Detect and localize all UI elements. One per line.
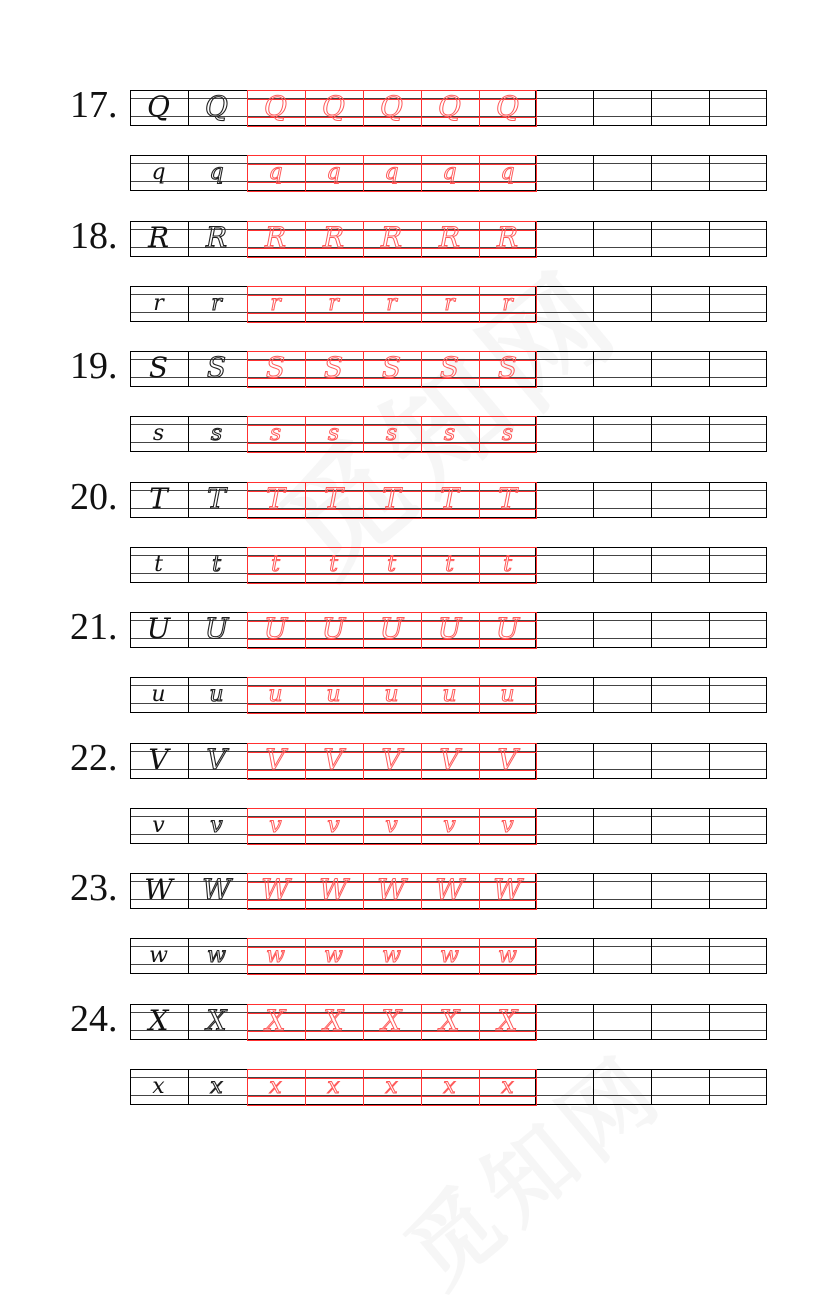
tracing-letter: q — [384, 160, 399, 185]
stroke-guide-letter: v — [210, 813, 223, 838]
tracing-letter: v — [269, 813, 282, 838]
tracing-letter: T — [266, 482, 285, 515]
tracing-letter: X — [381, 1004, 402, 1037]
lowercase-practice-row — [130, 938, 767, 974]
tracing-letter: U — [437, 612, 462, 645]
cell-divider — [593, 938, 594, 973]
cell-divider — [766, 873, 767, 908]
tracing-letter: W — [493, 873, 522, 906]
tracing-letter: V — [439, 743, 460, 776]
cell-divider — [593, 612, 594, 647]
model-letter: x — [152, 1074, 165, 1099]
model-letter: q — [151, 160, 166, 185]
cell-divider — [593, 416, 594, 451]
tracing-letter: s — [269, 421, 282, 446]
cell-divider — [766, 1004, 767, 1039]
tracing-letter: R — [264, 221, 287, 254]
tracing-letter: x — [269, 1074, 282, 1099]
cell-divider — [593, 155, 594, 190]
tracing-letter: Q — [380, 90, 403, 123]
exercise-number: 18. — [70, 215, 118, 257]
stroke-guide-letter: W — [202, 873, 231, 906]
uppercase-practice-row — [130, 221, 767, 257]
stroke-guide-letter: w — [207, 943, 226, 968]
model-letter: u — [151, 682, 166, 707]
tracing-letter: W — [435, 873, 464, 906]
tracing-letter: x — [443, 1074, 456, 1099]
tracing-letter: R — [322, 221, 345, 254]
tracing-letter: q — [326, 160, 341, 185]
cell-divider — [651, 547, 652, 582]
tracing-letter: s — [385, 421, 398, 446]
tracing-letter: w — [498, 943, 517, 968]
model-letter: S — [148, 351, 169, 384]
exercise-number: 17. — [70, 84, 118, 126]
cell-divider — [593, 1004, 594, 1039]
tracing-letter: T — [440, 482, 459, 515]
tracing-letter: V — [497, 743, 518, 776]
tracing-letter: w — [440, 943, 459, 968]
tracing-letter: x — [385, 1074, 398, 1099]
tracing-letter: v — [327, 813, 340, 838]
tracing-letter: U — [321, 612, 346, 645]
uppercase-practice-row — [130, 612, 767, 648]
tracing-letter: w — [382, 943, 401, 968]
exercise-number: 19. — [70, 345, 118, 387]
cell-divider — [709, 1004, 710, 1039]
exercise-number: 20. — [70, 476, 118, 518]
cell-divider — [766, 90, 767, 125]
stroke-guide-letter: Q — [205, 90, 228, 123]
tracing-letter: S — [439, 351, 460, 384]
cell-divider — [593, 547, 594, 582]
cell-divider — [651, 155, 652, 190]
cell-divider — [709, 482, 710, 517]
tracing-letter: r — [386, 291, 397, 316]
tracing-letter: T — [324, 482, 343, 515]
cell-divider — [766, 677, 767, 712]
tracing-letter: s — [501, 421, 514, 446]
cell-divider — [651, 677, 652, 712]
tracing-letter: t — [271, 552, 280, 577]
stroke-guide-letter: S — [206, 351, 227, 384]
stroke-guide-letter: u — [209, 682, 224, 707]
stroke-guide-letter: U — [204, 612, 229, 645]
model-letter: r — [153, 291, 164, 316]
model-letter: v — [152, 813, 165, 838]
tracing-letter: V — [381, 743, 402, 776]
exercise-number: 21. — [70, 606, 118, 648]
tracing-letter: q — [442, 160, 457, 185]
cell-divider — [709, 743, 710, 778]
tracing-letter: R — [380, 221, 403, 254]
tracing-letter: X — [497, 1004, 518, 1037]
exercise-number: 24. — [70, 998, 118, 1040]
tracing-letter: u — [500, 682, 515, 707]
stroke-guide-letter: t — [212, 552, 221, 577]
cell-divider — [593, 351, 594, 386]
tracing-letter: t — [445, 552, 454, 577]
lowercase-practice-row — [130, 808, 767, 844]
tracing-letter: V — [323, 743, 344, 776]
tracing-letter: u — [442, 682, 457, 707]
lowercase-practice-row — [130, 677, 767, 713]
tracing-letter: S — [323, 351, 344, 384]
tracing-letter: Q — [438, 90, 461, 123]
stroke-guide-letter: q — [209, 160, 224, 185]
tracing-letter: r — [270, 291, 281, 316]
cell-divider — [766, 351, 767, 386]
tracing-letter: s — [443, 421, 456, 446]
cell-divider — [709, 938, 710, 973]
tracing-letter: X — [265, 1004, 286, 1037]
tracing-letter: S — [497, 351, 518, 384]
model-letter: t — [154, 552, 163, 577]
tracing-letter: u — [268, 682, 283, 707]
cell-divider — [709, 873, 710, 908]
tracing-letter: Q — [264, 90, 287, 123]
cell-divider — [709, 612, 710, 647]
model-letter: w — [149, 943, 168, 968]
tracing-letter: S — [381, 351, 402, 384]
stroke-guide-letter: X — [206, 1004, 227, 1037]
cell-divider — [593, 1069, 594, 1104]
tracing-letter: X — [323, 1004, 344, 1037]
cell-divider — [709, 286, 710, 321]
exercise-number: 22. — [70, 737, 118, 779]
cell-divider — [593, 808, 594, 843]
tracing-letter: t — [329, 552, 338, 577]
tracing-letter: w — [266, 943, 285, 968]
cell-divider — [593, 873, 594, 908]
uppercase-practice-row — [130, 351, 767, 387]
cell-divider — [651, 416, 652, 451]
cell-divider — [766, 547, 767, 582]
uppercase-practice-row — [130, 90, 767, 126]
cell-divider — [766, 612, 767, 647]
cell-divider — [651, 743, 652, 778]
tracing-letter: S — [265, 351, 286, 384]
tracing-letter: V — [265, 743, 286, 776]
tracing-letter: v — [443, 813, 456, 838]
cell-divider — [593, 677, 594, 712]
lowercase-practice-row — [130, 1069, 767, 1105]
tracing-letter: r — [328, 291, 339, 316]
model-letter: W — [144, 873, 173, 906]
tracing-letter: T — [498, 482, 517, 515]
tracing-letter: x — [501, 1074, 514, 1099]
exercise-number: 23. — [70, 867, 118, 909]
lowercase-practice-row — [130, 547, 767, 583]
cell-divider — [709, 351, 710, 386]
tracing-letter: U — [379, 612, 404, 645]
cell-divider — [593, 221, 594, 256]
cell-divider — [709, 416, 710, 451]
tracing-letter: X — [439, 1004, 460, 1037]
cell-divider — [766, 1069, 767, 1104]
model-letter: Q — [147, 90, 170, 123]
cell-divider — [766, 286, 767, 321]
model-letter: V — [148, 743, 169, 776]
uppercase-practice-row — [130, 743, 767, 779]
watermark — [373, 1019, 686, 1311]
model-letter: U — [146, 612, 171, 645]
tracing-letter: W — [261, 873, 290, 906]
model-letter: T — [149, 482, 168, 515]
cell-divider — [651, 1069, 652, 1104]
cell-divider — [651, 808, 652, 843]
tracing-letter: q — [500, 160, 515, 185]
cell-divider — [651, 221, 652, 256]
cell-divider — [766, 938, 767, 973]
tracing-letter: t — [387, 552, 396, 577]
tracing-letter: W — [319, 873, 348, 906]
cell-divider — [709, 547, 710, 582]
cell-divider — [651, 351, 652, 386]
tracing-letter: U — [495, 612, 520, 645]
tracing-letter: v — [385, 813, 398, 838]
model-letter: R — [147, 221, 170, 254]
cell-divider — [651, 873, 652, 908]
cell-divider — [651, 90, 652, 125]
tracing-letter: W — [377, 873, 406, 906]
model-letter: s — [152, 421, 165, 446]
lowercase-practice-row — [130, 286, 767, 322]
tracing-letter: R — [438, 221, 461, 254]
stroke-guide-letter: T — [207, 482, 226, 515]
cell-divider — [709, 1069, 710, 1104]
cell-divider — [593, 482, 594, 517]
tracing-letter: t — [503, 552, 512, 577]
cell-divider — [766, 416, 767, 451]
cell-divider — [651, 612, 652, 647]
stroke-guide-letter: R — [205, 221, 228, 254]
tracing-letter: R — [496, 221, 519, 254]
cell-divider — [709, 677, 710, 712]
cell-divider — [593, 286, 594, 321]
tracing-letter: u — [326, 682, 341, 707]
cell-divider — [766, 221, 767, 256]
tracing-letter: Q — [322, 90, 345, 123]
stroke-guide-letter: V — [206, 743, 227, 776]
tracing-letter: s — [327, 421, 340, 446]
lowercase-practice-row — [130, 416, 767, 452]
tracing-letter: r — [444, 291, 455, 316]
cell-divider — [766, 808, 767, 843]
tracing-letter: x — [327, 1074, 340, 1099]
cell-divider — [709, 90, 710, 125]
stroke-guide-letter: s — [210, 421, 223, 446]
tracing-letter: q — [268, 160, 283, 185]
uppercase-practice-row — [130, 1004, 767, 1040]
cell-divider — [593, 743, 594, 778]
cell-divider — [709, 155, 710, 190]
cell-divider — [651, 286, 652, 321]
stroke-guide-letter: x — [210, 1074, 223, 1099]
cell-divider — [766, 482, 767, 517]
stroke-guide-letter: r — [211, 291, 222, 316]
uppercase-practice-row — [130, 873, 767, 909]
cell-divider — [766, 155, 767, 190]
cell-divider — [651, 1004, 652, 1039]
model-letter: X — [148, 1004, 169, 1037]
tracing-letter: T — [382, 482, 401, 515]
tracing-letter: r — [502, 291, 513, 316]
cell-divider — [709, 221, 710, 256]
cell-divider — [766, 743, 767, 778]
cell-divider — [651, 482, 652, 517]
cell-divider — [593, 90, 594, 125]
tracing-letter: w — [324, 943, 343, 968]
cell-divider — [651, 938, 652, 973]
uppercase-practice-row — [130, 482, 767, 518]
cell-divider — [709, 808, 710, 843]
tracing-letter: U — [263, 612, 288, 645]
tracing-letter: v — [501, 813, 514, 838]
lowercase-practice-row — [130, 155, 767, 191]
tracing-letter: u — [384, 682, 399, 707]
tracing-letter: Q — [496, 90, 519, 123]
